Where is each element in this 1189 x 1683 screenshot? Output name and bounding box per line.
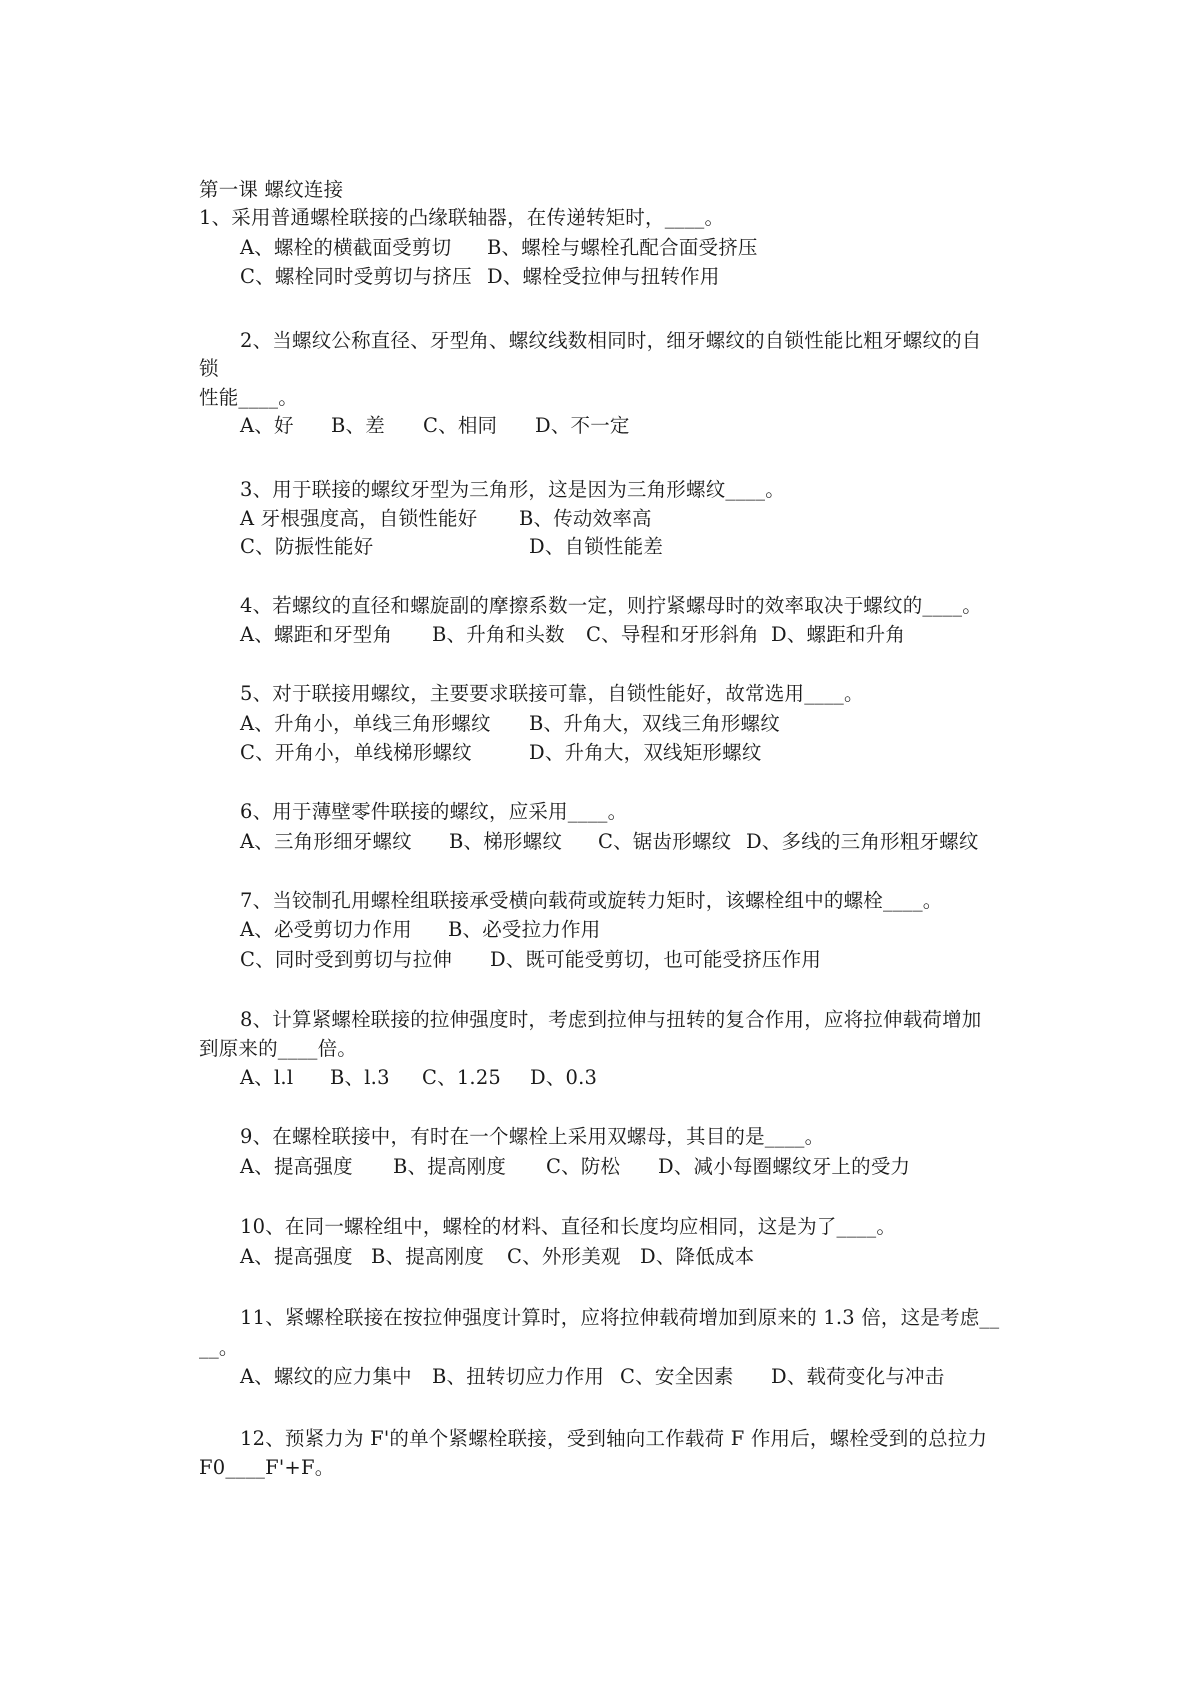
option-a: A、l.l xyxy=(240,1066,294,1089)
option-d: D、螺距和升角 xyxy=(771,623,906,646)
option-c: C、防松 xyxy=(546,1155,621,1178)
option-d: D、载荷变化与冲击 xyxy=(771,1365,945,1388)
option-c: C、相同 xyxy=(423,414,498,437)
option-a: A、升角小，单线三角形螺纹 xyxy=(240,712,491,735)
option-a: A、必受剪切力作用 xyxy=(240,918,412,941)
question-12-stem: 12、预紧力为 F'的单个紧螺栓联接，受到轴向工作载荷 F 作用后，螺栓受到的总拉力 xyxy=(240,1427,988,1450)
question-6-stem: 6、用于薄壁零件联接的螺纹，应采用____。 xyxy=(240,800,628,823)
option-b: B、提高刚度 xyxy=(371,1245,485,1268)
option-a: A、好 xyxy=(240,414,294,437)
option-b: B、升角和头数 xyxy=(432,623,565,646)
question-9-stem: 9、在螺栓联接中，有时在一个螺栓上采用双螺母，其目的是____。 xyxy=(240,1125,825,1148)
option-d: D、既可能受剪切，也可能受挤压作用 xyxy=(490,948,822,971)
question-12-stem-cont: F0____F'+F。 xyxy=(199,1456,335,1479)
option-a: A、螺纹的应力集中 xyxy=(240,1365,412,1388)
option-c: C、安全因素 xyxy=(620,1365,734,1388)
option-d: D、升角大，双线矩形螺纹 xyxy=(529,741,762,764)
lesson-title: 第一课 螺纹连接 xyxy=(199,178,344,201)
option-a: A、螺距和牙型角 xyxy=(240,623,393,646)
option-b: B、螺栓与螺栓孔配合面受挤压 xyxy=(487,236,758,259)
question-7-stem: 7、当铰制孔用螺栓组联接承受横向载荷或旋转力矩时，该螺栓组中的螺栓____。 xyxy=(240,889,943,912)
option-b: B、l.3 xyxy=(330,1066,390,1089)
option-c: C、1.25 xyxy=(422,1066,502,1089)
option-d: D、多线的三角形粗牙螺纹 xyxy=(746,830,979,853)
question-8-stem: 8、计算紧螺栓联接的拉伸强度时，考虑到拉伸与扭转的复合作用，应将拉伸载荷增加 xyxy=(240,1008,982,1031)
option-c: C、开角小，单线梯形螺纹 xyxy=(240,741,472,764)
option-c: C、导程和牙形斜角 xyxy=(586,623,759,646)
option-d: D、0.3 xyxy=(530,1066,598,1089)
option-a: A、螺栓的横截面受剪切 xyxy=(240,236,452,259)
option-d: D、降低成本 xyxy=(640,1245,755,1268)
option-c: C、螺栓同时受剪切与挤压 xyxy=(240,265,472,288)
question-2-stem-cont: 性能____。 xyxy=(199,386,298,409)
option-d: D、不一定 xyxy=(535,414,630,437)
option-a: A、提高强度 xyxy=(240,1245,353,1268)
option-b: B、扭转切应力作用 xyxy=(432,1365,605,1388)
option-c: C、同时受到剪切与拉伸 xyxy=(240,948,453,971)
option-b: B、梯形螺纹 xyxy=(449,830,563,853)
option-b: B、差 xyxy=(331,414,385,437)
option-a: A 牙根强度高，自锁性能好 xyxy=(240,507,478,530)
option-d: D、自锁性能差 xyxy=(529,535,664,558)
question-11-stem-cont: __。 xyxy=(199,1336,239,1359)
option-b: B、升角大，双线三角形螺纹 xyxy=(529,712,780,735)
question-3-stem: 3、用于联接的螺纹牙型为三角形，这是因为三角形螺纹____。 xyxy=(240,478,785,501)
question-8-stem-cont: 到原来的____倍。 xyxy=(199,1037,358,1060)
question-11-stem: 11、紧螺栓联接在按拉伸强度计算时，应将拉伸载荷增加到原来的 1.3 倍，这是考虑__ xyxy=(240,1306,1000,1329)
option-d: D、螺栓受拉伸与扭转作用 xyxy=(487,265,720,288)
question-10-stem: 10、在同一螺栓组中，螺栓的材料、直径和长度均应相同，这是为了____。 xyxy=(240,1215,897,1238)
option-a: A、提高强度 xyxy=(240,1155,353,1178)
option-c: C、锯齿形螺纹 xyxy=(598,830,732,853)
question-5-stem: 5、对于联接用螺纹，主要要求联接可靠，自锁性能好，故常选用____。 xyxy=(240,682,864,705)
question-2-stem-wrap: 锁 xyxy=(199,357,219,380)
option-c: C、外形美观 xyxy=(507,1245,621,1268)
question-2-stem: 2、当螺纹公称直径、牙型角、螺纹线数相同时，细牙螺纹的自锁性能比粗牙螺纹的自 xyxy=(240,329,982,352)
option-d: D、减小每圈螺纹牙上的受力 xyxy=(658,1155,911,1178)
option-b: B、必受拉力作用 xyxy=(448,918,601,941)
question-1-stem: 1、采用普通螺栓联接的凸缘联轴器，在传递转矩时，____。 xyxy=(199,206,725,229)
option-b: B、传动效率高 xyxy=(519,507,652,530)
option-b: B、提高刚度 xyxy=(393,1155,507,1178)
option-a: A、三角形细牙螺纹 xyxy=(240,830,412,853)
option-c: C、防振性能好 xyxy=(240,535,374,558)
question-4-stem: 4、若螺纹的直径和螺旋副的摩擦系数一定，则拧紧螺母时的效率取决于螺纹的____。 xyxy=(240,594,982,617)
